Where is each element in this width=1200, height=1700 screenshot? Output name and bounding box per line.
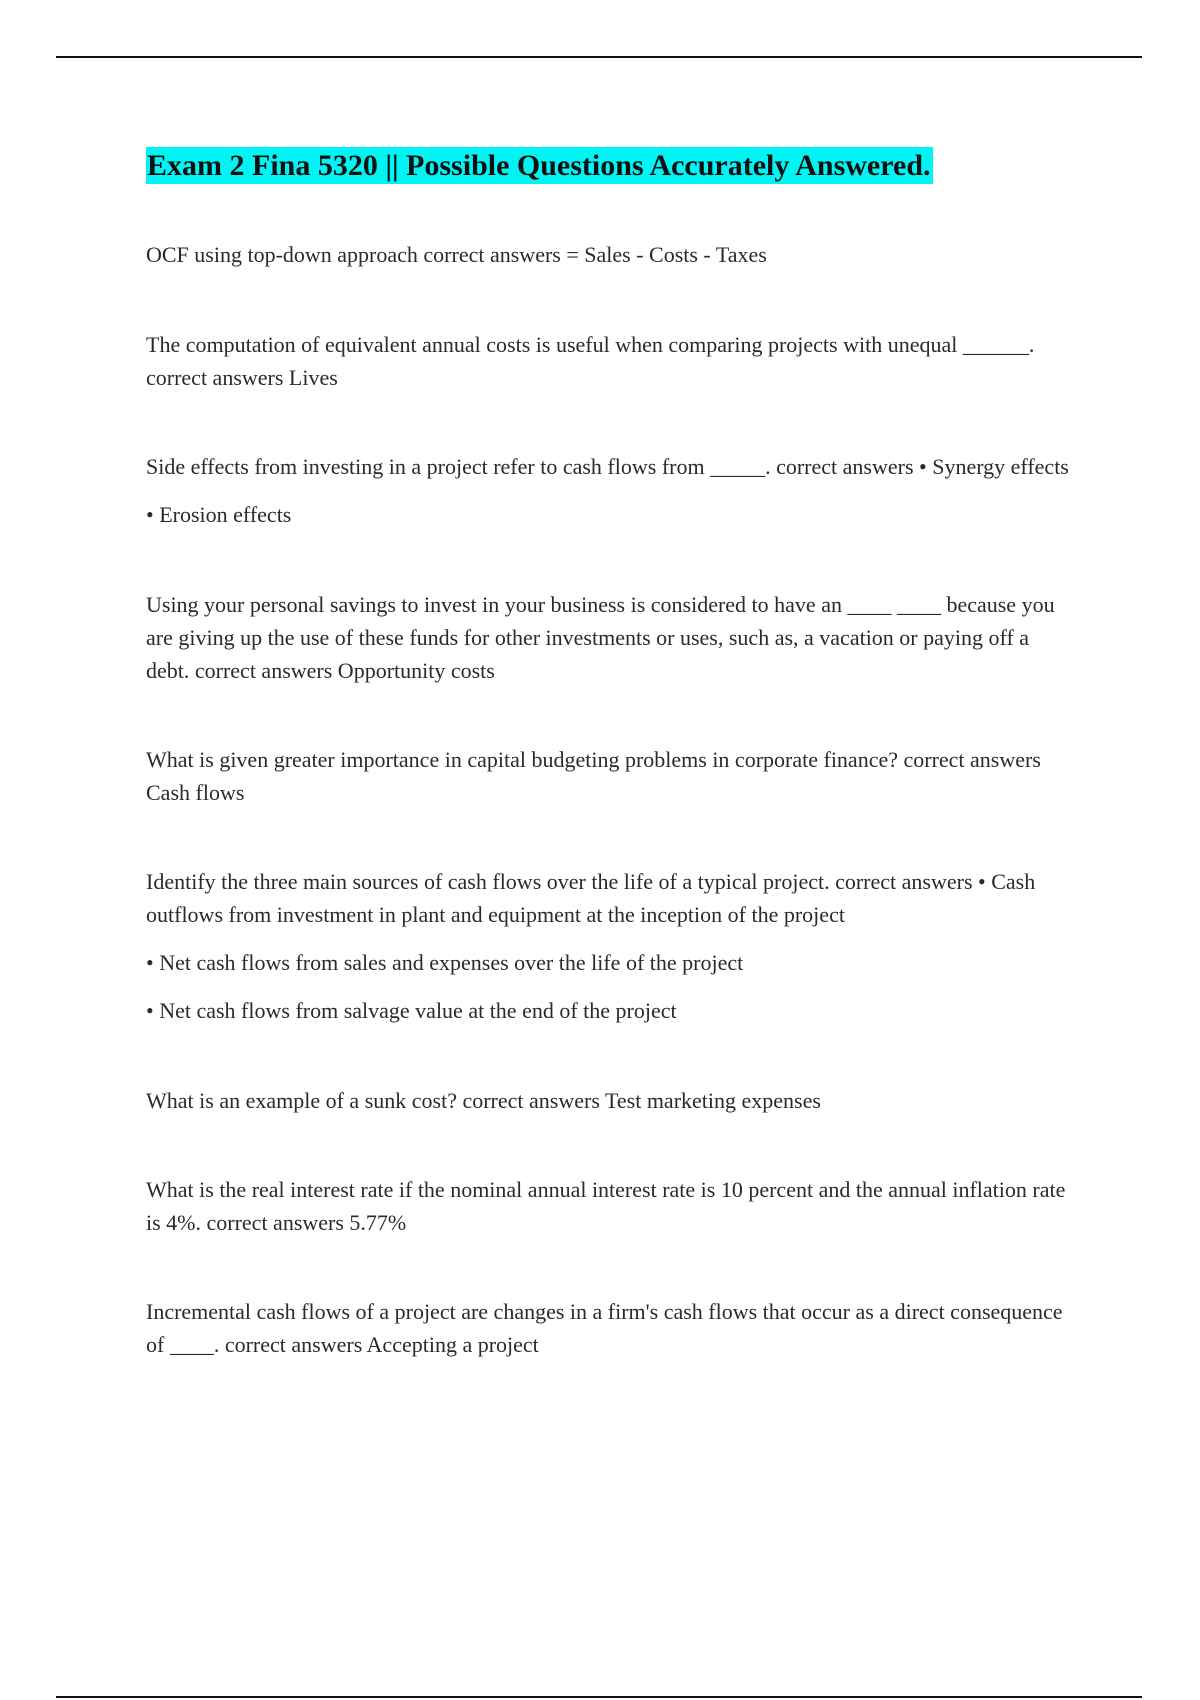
qa-item [146,238,1076,271]
qa-item [146,865,1076,1027]
qa-text: What is the real interest rate if the nominal annual interest rate is 10 percent and the annual inflation rate is 4%. correct answers 5.77% [146,1177,1066,1235]
document-body [146,146,1076,1361]
qa-bullet: • Net cash flows from salvage value at the end of the project [146,998,677,1023]
top-rule [56,56,1142,58]
document-title: Exam 2 Fina 5320 || Possible Questions Accurately Answered. [147,149,931,182]
qa-item [146,1084,1076,1117]
qa-item [146,743,1076,809]
qa-text: Identify the three main sources of cash flows over the life of a typical project. correct answers • Cash outflows from investment in plant and equipment at the inception of the project [146,869,1036,927]
qa-text: Using your personal savings to invest in your business is considered to have an ____ ____ because you are giving up the use of these funds for other investments or uses, such as, a vacation or paying off a debt. correct answers Opportunity costs [146,592,1055,683]
qa-text: Incremental cash flows of a project are changes in a firm's cash flows that occur as a direct consequence of ____. correct answers Accepting a project [146,1299,1063,1357]
qa-item [146,588,1076,687]
qa-text: Side effects from investing in a project refer to cash flows from _____. correct answers • Synergy effects [146,454,1069,479]
title-block [146,146,1076,186]
qa-item [146,1295,1076,1361]
qa-bullet: • Net cash flows from sales and expenses over the life of the project [146,950,744,975]
qa-item [146,1173,1076,1239]
bottom-rule [56,1696,1142,1698]
qa-item [146,450,1076,531]
qa-text: OCF using top-down approach correct answers = Sales - Costs - Taxes [146,242,767,267]
qa-text: What is an example of a sunk cost? correct answers Test marketing expenses [146,1088,821,1113]
qa-item [146,328,1076,394]
qa-bullet: • Erosion effects [146,502,292,527]
qa-text: The computation of equivalent annual costs is useful when comparing projects with unequal ______. correct answers Lives [146,332,1035,390]
qa-text: What is given greater importance in capital budgeting problems in corporate finance? correct answers Cash flows [146,747,1041,805]
